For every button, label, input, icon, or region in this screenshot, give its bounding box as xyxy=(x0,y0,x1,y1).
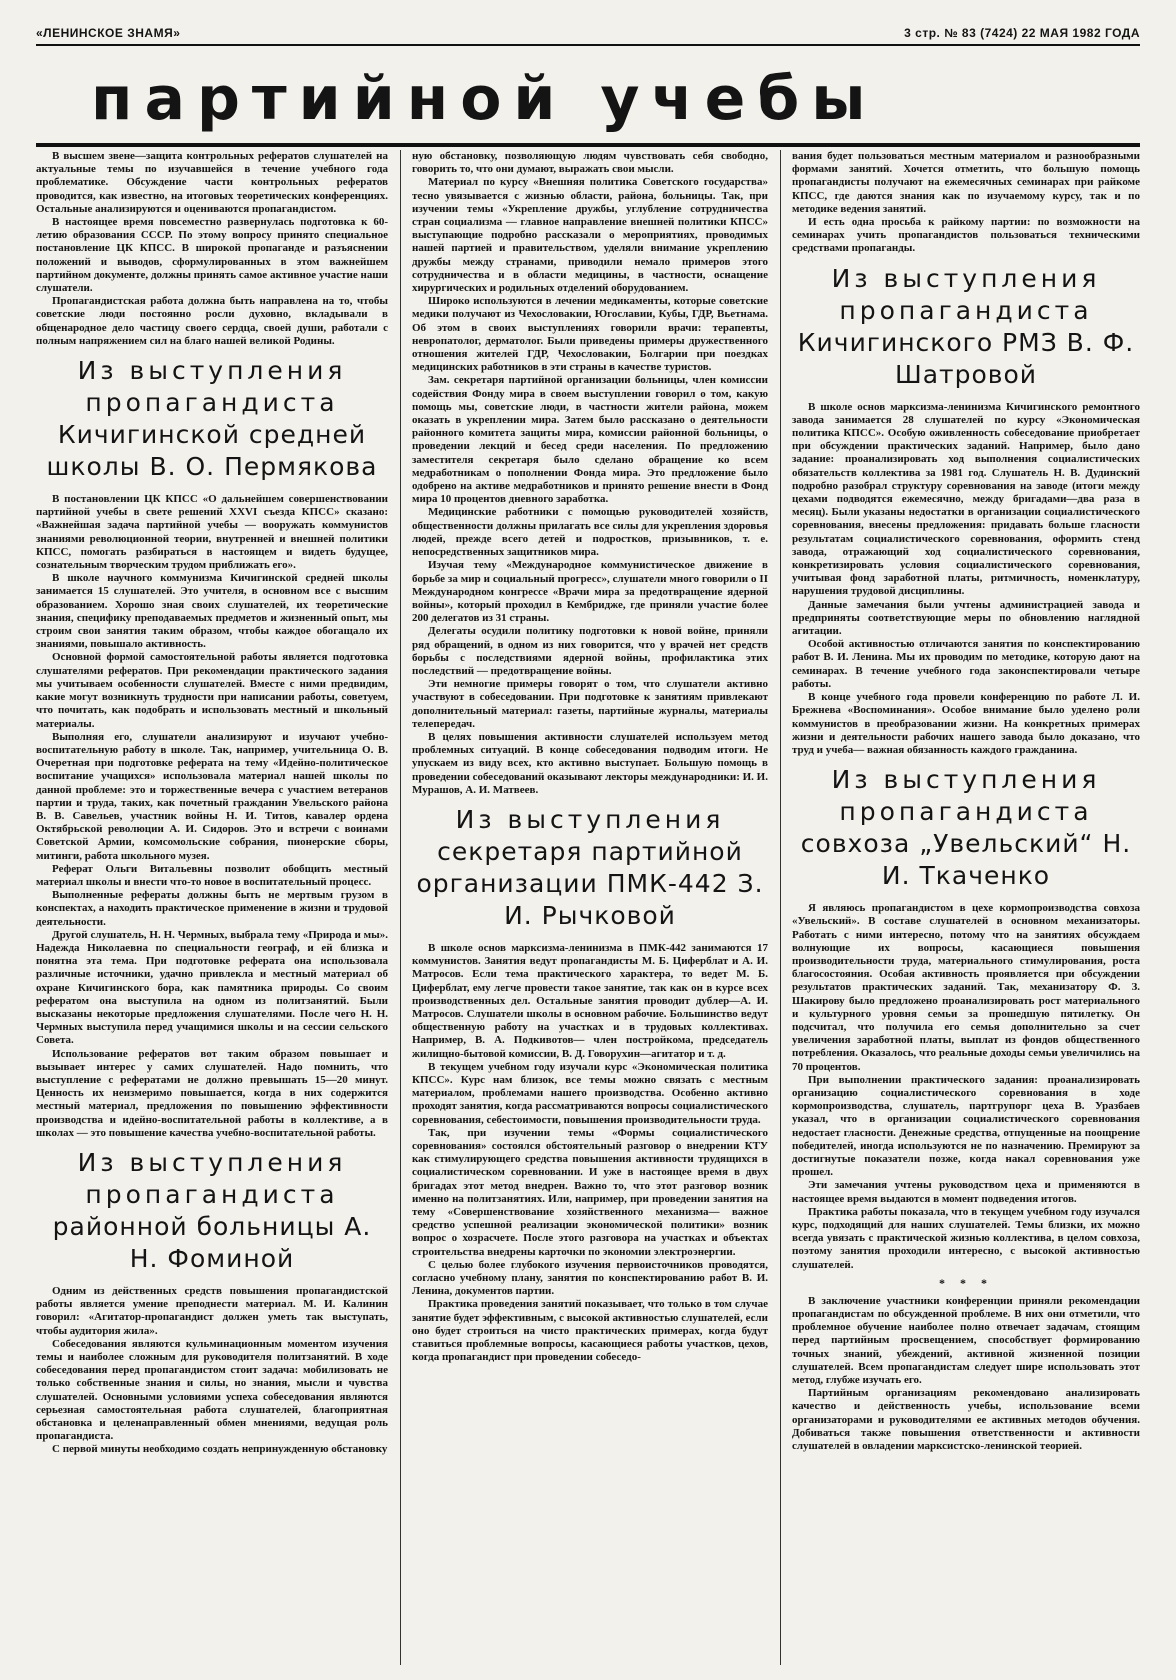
section-heading-fomina xyxy=(36,1147,388,1275)
column-divider-1 xyxy=(400,150,401,1665)
paragraph: Партийным организациям рекомендовано анализировать качество и действенность учебы, использование всеми организаторами и руководителями ее активных методов обучения. Добиваться также повышения ответственности и активности слушателей в овладении марксистско-ленинской теорией. xyxy=(792,1387,1140,1453)
paragraph: Делегаты осудили политику подготовки к новой войне, приняли ряд обращений, в одном из них говорится, что у врачей нет средств борьбы с последствиями ядерной войны, профилактика этих последствий — предотвращение войны. xyxy=(412,625,768,677)
col3-intro xyxy=(792,150,1140,256)
paragraph: Основной формой самостоятельной работы является подготовка слушателями рефератов. При рекомендации практического задания мы учитываем особенности слушателей. Вместе с ними предвидим, какие могут возникнуть трудности при написании работы, советуем, что почитать, как подобрать и использовать местный и школьный материалы. xyxy=(36,651,388,730)
paragraph: В конце учебного года провели конференцию по работе Л. И. Брежнева «Воспоминания». Особое внимание было уделено роли коммунистов в преобразовании жизни. На конкретных примерах жизни и деятельности рабочих нашего завода было доказано, что труд и учеба— важная обязанность каждого гражданина. xyxy=(792,691,1140,756)
masthead-rule xyxy=(36,44,1140,46)
paragraph: ную обстановку, позволяющую людям чувствовать себя свободно, говорить то, что они думают, выражать свои мысли. xyxy=(412,150,768,176)
section-speaker: Кичигинского РМЗ В. Ф. Шатровой xyxy=(797,327,1135,389)
column-divider-2 xyxy=(780,150,781,1665)
paragraph: Собеседования являются кульминационным моментом изучения темы и наиболее сложным для руководителя политзанятий. В ходе собеседования перед пропагандистом стоит задача: мобилизовать не только собственные знания и силы, но знания, мысли и чувства слушателей. Основными условиями успеха собеседования являются серьезная самостоятельная работа слушателей, благоприятная обстановка и целенаправленный обмен мнениями, ведущая роль пропагандиста. xyxy=(36,1337,388,1443)
paragraph: Особой активностью отличаются занятия по конспектированию работ В. И. Ленина. Мы их проводим по методике, которую дают на семинарах. В течение учебного года законспектировали четыре работы. xyxy=(792,638,1140,690)
article-fomina xyxy=(36,1285,388,1457)
section-heading-tkachenko xyxy=(792,764,1140,892)
section-kicker: Из выступления пропагандиста xyxy=(831,263,1101,325)
paragraph: В постановлении ЦК КПСС «О дальнейшем совершенствовании партийной учебы в свете решений XXVI съезда КПСС» сказано: «Важнейшая задача партийной учебы — вооружать коммунистов знаниями революционной теории, внутренней и внешней политики КПСС, помогать разбираться в настоящем и видеть будущее, сознательным творческим трудом приближать его». xyxy=(36,493,388,572)
section-kicker: Из выступления пропагандиста xyxy=(77,1148,347,1209)
masthead-issue-info: 3 стр. № 83 (7424) 22 МАЯ 1982 ГОДА xyxy=(904,26,1140,40)
paragraph: Другой слушатель, Н. Н. Чермных, выбрала тему «Природа и мы». Надежда Николаевна по специальности географ, и ей близка и понятна эта тема. При подготовке реферата она использовала различные источники, удачно привлекла и местный материал об охране Кичигинского бора, как памятника природы. Со своим рефератом она выступила на одном из политзанятий. Были высказаны некоторые предложения слушателями. После чего Н. Н. Чермных выступила перед учащимися школы и на сессии сельского Совета. xyxy=(36,928,388,1047)
paragraph: С целью более глубокого изучения первоисточников проводятся, согласно учебному плану, занятия по конспектированию работ В. И. Ленина, документов партии. xyxy=(412,1258,768,1298)
paragraph: В целях повышения активности слушателей используем метод проблемных ситуаций. В конце собеседования подводим итоги. Не упускаем из виду всех, кто активно выступает. Большую помощь в проведении собеседований оказывают лекторы международники: И. И. Мурашов, А. И. Матвеев. xyxy=(412,730,768,796)
article-shatrova xyxy=(792,401,1140,757)
paragraph: В школе основ марксизма-ленинизма в ПМК-442 занимаются 17 коммунистов. Занятия ведут пропагандисты М. Б. Циферблат и А. И. Матросов. Если тема практического характера, то ведет М. Б. Циферблат, ему легче провести такое занятие, так как он в курсе всех производственных дел. Остальные занятия проводит дублер—А. И. Матросов. Слушатели школы в основном рабочие. Большинство ведут общественную работу на участках и в трудовых коллективах. Например, В. А. Подкивотов— член постройкома, председатель жилищно-бытовой комиссии, В. Д. Говорухин—агитатор и т. д. xyxy=(412,941,768,1060)
paragraph: В школе основ марксизма-ленинизма Кичигинского ремонтного завода занимается 28 слушателей по курсу «Экономическая политика КПСС». Особую оживленность собеседование приобретает при обсуждении практических заданий. Например, было дано задание: проанализировать ход выполнения социалистических обязательств коллектива за 1981 год. Слушатель Н. В. Дудинский подробно разобрал структуру соревнования на заводе (итоги между цехами подводятся ежемесячно, между бригадами—два раза в месяц). Были указаны недостатки в организации социалистического соревнования, внесены предложения: придавать больше гласности результатам социалистического соревнования, оформить стенд завода, отражающий ход социалистического соревнования, конкретизировать условия социалистического соревнования, учитывая фонд заработной платы, ритмичность, номенклатуру, нарушения трудовой дисциплины. xyxy=(792,400,1140,598)
paragraph: Практика проведения занятий показывает, что только в том случае занятие будет эффективным, с высокой активностью слушателей, если оно будет строиться на чисто практических примерах, когда будут ставиться проблемные вопросы, касающиеся работы участков, цехов, когда пропагандист при проведении собеседо- xyxy=(412,1298,768,1364)
paragraph: Материал по курсу «Внешняя политика Советского государства» тесно увязывается с жизнью области, района, больницы. Так, при изучении темы «Укрепление дружбы, углубление сотрудничества стран социализма — главное направление внешней политики КПСС» выступающие подробно рассказали о мероприятиях, проводимых нашей партией и правительством, уделяли внимание укреплению дружбы между странами, приводили немало примеров этого сотрудничества и в области медицины, в частности, оснащение хирургических и родильных отделений оборудованием. xyxy=(412,176,768,295)
paragraph: Широко используются в лечении медикаменты, которые советские медики получают из Чехословакии, Югославии, Кубы, ГДР, Вьетнама. Об этом в своих выступлениях говорили врачи: терапевты, невропатолог, дерматолог. Были приведены примеры дружественного отношения жителей ГДР, Чехословакии, Болгарии при поездках медицинских работников в эти страны в качестве туристов. xyxy=(412,295,768,374)
headline-rule xyxy=(36,143,1140,147)
article-permyakov xyxy=(36,493,388,1140)
article-rychkova xyxy=(412,942,768,1365)
col1-intro xyxy=(36,150,388,348)
paragraph: В школе научного коммунизма Кичигинской средней школы занимается 15 слушателей. Это учителя, в основном все с высшим образованием. Хорошо зная своих слушателей, их теоретические знания, специфику преподаваемых предметов и жизненный опыт, мы строим свои занятия таким образом, чтобы каждое обогащало их знаниями, повышало активность. xyxy=(36,572,388,651)
section-kicker: Из выступления пропагандиста xyxy=(77,356,347,418)
section-heading-rychkova xyxy=(412,804,768,932)
paragraph: Зам. секретаря партийной организации больницы, член комиссии содействия Фонду мира в своем выступлении говорил о том, какую помощь мы, советские люди, в частности жители района, можем оказать в укреплении мира. Затем было рассказано о деятельности районного комитета защиты мира, комиссии районной больницы, о проведении лекций и бесед среди населения. По предложению заместителя секретаря было сделано обращение ко всем медработникам о пополнении Фонда мира. Это предложение было одобрено на активе медработников и принято решение внести в Фонд мира 10 процентов дневного заработка. xyxy=(412,374,768,506)
paragraph: Медицинские работники с помощью руководителей хозяйств, общественности должны прилагать все силы для укрепления здоровья людей, прежде всего детей и подростков, призывников, т. е. непосредственных защитников мира. xyxy=(412,506,768,559)
paragraph: Я являюсь пропагандистом в цехе кормопроизводства совхоза «Увельский». В составе слушателей в основном механизаторы. Работать с ними интересно, потому что на занятиях обсуждаем волнующие их вопросы, касающиеся повышения производительности труда, материального стимулирования, роста благосостояния. Особая активность проявляется при обсуждении результатов практических заданий. Так, механизатору Ф. З. Шакирову было предложено проанализировать рост материального и культурного уровня семьи за прошедшую пятилетку. Он подсчитал, что получила его семья дополнительно за счет увеличения заработной платы, выплат из фондов общественного потребления. Оказалось, что реальные доходы семьи увеличились на 70 процентов. xyxy=(792,902,1140,1073)
column-3 xyxy=(792,150,1140,1665)
section-speaker: секретаря партийной организации ПМК-442 З. И. Рычковой xyxy=(416,836,764,930)
paragraph: В настоящее время повсеместно развернулась подготовка к 60-летию образования СССР. По этому вопросу принято специальное постановление ЦК КПСС. В широкой пропаганде и разъяснении положений и выводов, сформулированных в этом важнейшем партийном документе, должны принять самое активное участие наши слушатели. xyxy=(36,216,388,295)
paragraph: При выполнении практического задания: проанализировать организацию социалистического соревнования в ходе кормопроизводства, слушатель, партгрупорг цеха В. Уразбаев указал, что в организации социалистического соревнования недостает гласности. Денежные средства, отпущенные на поощрение победителей, иногда используются не по назначению. Премируют за достигнутые показатели позже, когда накал соревнования уже прошел. xyxy=(792,1073,1140,1179)
paragraph: Одним из действенных средств повышения пропагандистской работы является умение преподнести материал. М. И. Калинин говорил: «Агитатор-пропагандист должен уметь так выступать, чтобы аудитория жила». xyxy=(36,1285,388,1337)
paragraph: Выполненные рефераты должны быть не мертвым грузом в конспектах, а находить практическое применение в жизни и трудовой деятельности. xyxy=(36,889,388,928)
paragraph: И есть одна просьба к райкому партии: по возможности на семинарах учить пропагандистов пользоваться техническими средствами пропаганды. xyxy=(792,216,1140,255)
section-heading-shatrova xyxy=(792,263,1140,391)
paragraph: Эти замечания учтены руководством цеха и применяются в настоящее время выдаются в момент подведения итогов. xyxy=(792,1179,1140,1205)
column-1 xyxy=(36,150,388,1665)
paragraph: Эти немногие примеры говорят о том, что слушатели активно участвуют в собеседовании. При подготовке к занятиям привлекают дополнительный материал: газеты, партийные журналы, материалы телепередач. xyxy=(412,678,768,730)
section-speaker: совхоза „Увельский“ Н. И. Ткаченко xyxy=(800,829,1132,891)
paragraph: Выполняя его, слушатели анализируют и изучают учебно-воспитательную работу в школе. Так, например, учительница О. В. Очеретная при подготовке реферата на тему «Идейно-политическое воспитание учащихся» использовала материал нашей школы по данной проблеме: это и торжественные вечера с участием ветеранов партии и труда, таких, как почетный гражданин Увельского района В. В. Савельев, участник войны Н. И. Титов, кавалер ордена Октябрьской революции А. И. Сидоров. Это и встречи с воинами Советской Армии, комсомольские собрания, пионерские сборы, митинги, работа школьного музея. xyxy=(36,730,388,862)
paragraph: Данные замечания были учтены администрацией завода и предприняты соответствующие меры по обновлению наглядной агитации. xyxy=(792,598,1140,638)
paragraph: В заключение участники конференции приняли рекомендации пропагандистам по обсужденной проблеме. В них они отметили, что проблемное обучение наиболее полно отвечает задачам, стоящим перед партийным просвещением, способствует формированию точных знаний, убеждений, активной жизненной позиции слушателей. Всем пропагандистам следует шире использовать этот метод, глубже изучать его. xyxy=(792,1294,1140,1387)
masthead xyxy=(36,22,1140,44)
paragraph: вания будет пользоваться местным материалом и разнообразными формами занятий. Хочется отметить, что большую помощь пропагандисты получают на ежемесячных семинарах при райкоме КПСС, где даются знания как по изучаемому курсу, так и по методике ведения занятий. xyxy=(792,150,1140,215)
paragraph: В текущем учебном году изучали курс «Экономическая политика КПСС». Курс нам близок, все темы можно связать с местным материалом, проблемами нашего производства. Особенно активно проходят занятия, когда рассматриваются вопросы социалистического соревнования, себестоимости, повышения производительности труда. xyxy=(412,1060,768,1126)
section-speaker: Кичигинской средней школы В. О. Пермякова xyxy=(46,420,378,482)
section-heading-permyakov xyxy=(36,355,388,483)
paragraph: Изучая тему «Международное коммунистическое движение в борьбе за мир и социальный прогресс», слушатели много говорили о II Международном конгрессе «Врачи мира за предотвращение ядерной войны», который проходил в Кембридже, где приняли участие более 200 делегатов из 31 страны. xyxy=(412,559,768,625)
paragraph: Пропагандистская работа должна быть направлена на то, чтобы советские люди постоянно росли духовно, вкладывали в общенародное дело частицу своего сердца, своей души, работали с полным напряжением сил на благо нашей великой Родины. xyxy=(36,295,388,347)
paragraph: С первой минуты необходимо создать непринужденную обстановку xyxy=(52,1443,388,1456)
col2-intro xyxy=(412,150,768,797)
paragraph: В высшем звене—защита контрольных рефератов слушателей на актуальные темы по изучавшейся в течение учебного года проблематике. Обсуждение части контрольных рефератов проводится, как известно, на итоговых теоретических конференциях. Остальные анализируются и оцениваются пропагандистом. xyxy=(36,150,388,215)
article-tkachenko xyxy=(792,902,1140,1453)
section-separator: * * * xyxy=(939,1275,993,1290)
column-2 xyxy=(412,150,768,1665)
paragraph: Так, при изучении темы «Формы социалистического соревнования» состоялся обстоятельный разговор о внедрении КТУ как стимулирующего средства повышения активности трудящихся в социалистическом соревновании. И уже в настоящее время в двух бригадах этот метод внедрен. Важно то, что этот разговор возник именно на политзанятиях. Или, например, при проведении занятия на тему «Совершенствование хозяйственного механизма— важное средство успешной реализации экономической политики» возник вопрос о хозрасчете. После этого разговора на участках и объектах строительства внедрены карточки по экономии электроэнергии. xyxy=(412,1126,768,1258)
section-kicker: Из выступления пропагандиста xyxy=(831,765,1101,827)
paragraph: Использование рефератов вот таким образом повышает и вызывает интерес у самих слушателей. Надо помнить, что выступление с рефератами не должно превышать 15—20 минут. Ценность их неизмеримо повышается, когда в них содержится местный материал, предложения по повышению эффективности производства и идейно-воспитательной работы в коллективе, а в школах — это повышение качества учебно-воспитательной работы. xyxy=(36,1047,388,1139)
paragraph: Практика работы показала, что в текущем учебном году изучался курс, подходящий для наших слушателей. Темы близки, их можно всегда увязать с практической жизнью коллектива, в целом совхоза, поэтому занятия проходили интересно, с высокой активностью слушателей. xyxy=(792,1205,1140,1271)
section-speaker: районной больницы А. Н. Фоминой xyxy=(52,1212,372,1273)
section-kicker: Из выступления xyxy=(455,804,725,834)
paragraph: Реферат Ольги Витальевны позволит обобщить местный материал школы и внести что-то новое в воспитательный процесс. xyxy=(36,862,388,888)
page-headline: партийной учебы xyxy=(91,64,878,134)
masthead-paper-name: «ЛЕНИНСКОЕ ЗНАМЯ» xyxy=(36,26,181,40)
